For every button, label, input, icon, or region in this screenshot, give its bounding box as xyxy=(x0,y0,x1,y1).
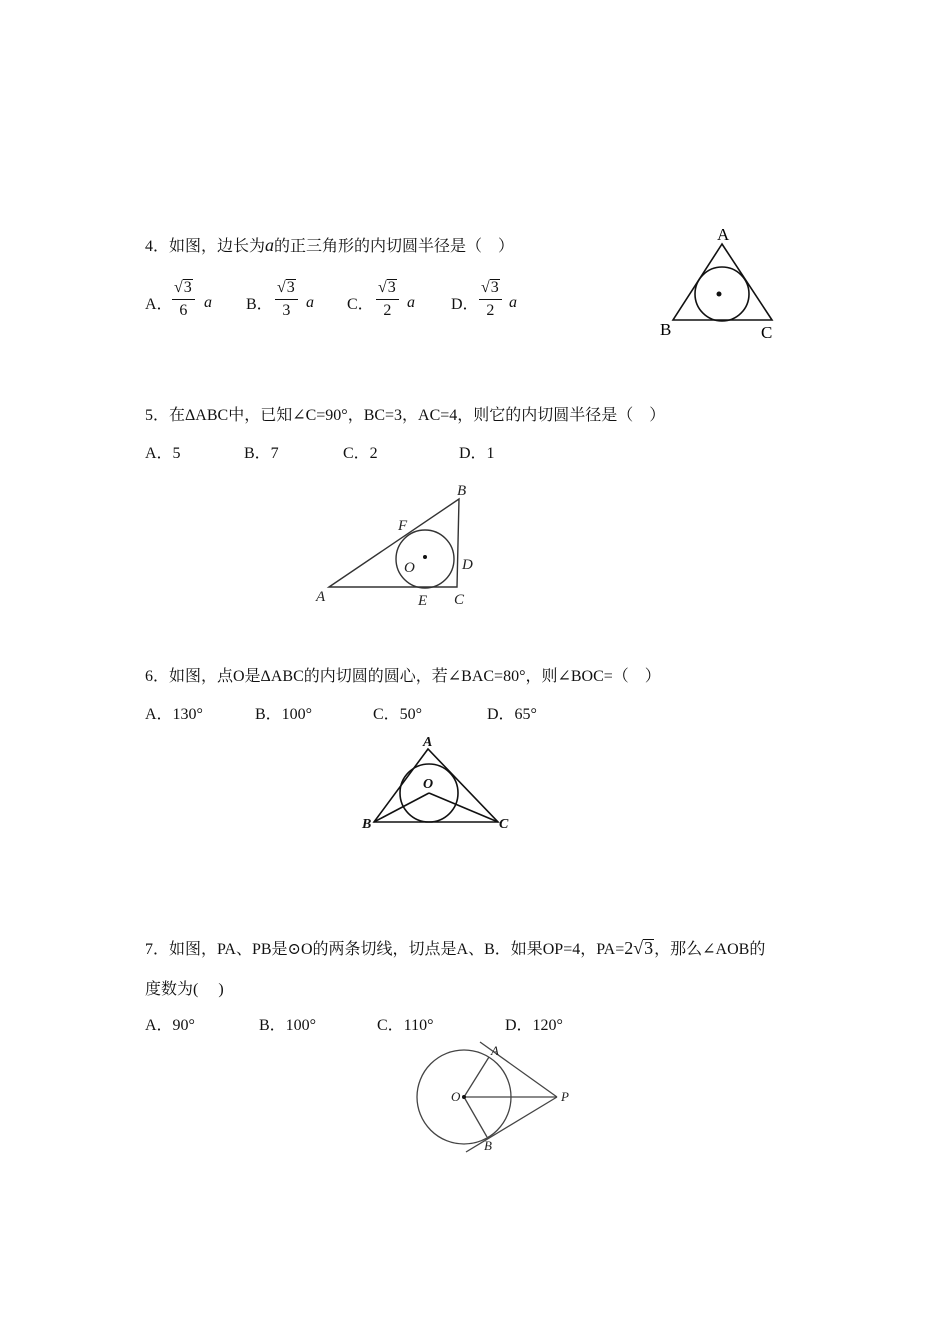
q7-center-dot xyxy=(462,1095,466,1099)
q5-option-b: B．7 xyxy=(244,445,279,462)
q4-option-b-label: B． xyxy=(246,296,273,313)
q7-segment-oa xyxy=(464,1057,489,1097)
q4-label-b: B xyxy=(660,320,672,339)
q5-option-a: A．5 xyxy=(145,445,181,462)
q4-option-b-den: 3 xyxy=(282,302,291,319)
q4-option-b-num: 3 xyxy=(286,279,295,296)
q7-label-p: P xyxy=(561,1089,569,1104)
q5-option-d: D．1 xyxy=(459,445,495,462)
q7-stem-part1: 7．如图，PA、PB是⊙O的两条切线，切点是A、B．如果OP=4，PA= xyxy=(145,941,625,958)
q7-stem-sqrt: √3 xyxy=(633,938,654,958)
q7-option-a: A．90° xyxy=(145,1017,195,1034)
q7-option-d: D．120° xyxy=(505,1017,563,1034)
q6-label-c: C xyxy=(499,817,509,832)
q4-option-b-fraction: $\frac{√3}{3}$ xyxy=(275,278,298,322)
q4-stem-var: a xyxy=(265,235,275,255)
q7-stem-coef: 2 xyxy=(624,938,634,958)
q4-option-a-den: 6 xyxy=(179,302,188,319)
q5-label-f: F xyxy=(398,518,408,534)
q4-option-a-var: a xyxy=(204,294,212,311)
q5-label-e: E xyxy=(418,593,428,609)
q7-stem-line2: 度数为( ) xyxy=(145,981,224,998)
q4-option-c-den: 2 xyxy=(383,302,392,319)
q4-option-c-num: 3 xyxy=(387,279,396,296)
q5-label-a: A xyxy=(316,589,326,605)
q5-label-d: D xyxy=(462,557,473,573)
q4-option-b-var: a xyxy=(306,294,314,311)
q7-option-c: C．110° xyxy=(377,1017,434,1034)
q7-option-b: B．100° xyxy=(259,1017,317,1034)
q5-label-c: C xyxy=(454,592,465,608)
q4-stem-part2: 的正三角形的内切圆半径是（ ） xyxy=(274,238,515,255)
q4-option-c-label: C． xyxy=(347,296,374,313)
q5-option-c: C．2 xyxy=(343,445,378,462)
q4-option-d-var: a xyxy=(509,294,517,311)
q4-option-d-fraction: $\frac{√3}{2}$ xyxy=(479,278,502,322)
q7-label-b: B xyxy=(484,1138,492,1153)
q4-option-a-label: A． xyxy=(145,296,173,313)
q5-label-b: B xyxy=(457,483,467,499)
q5-label-o: O xyxy=(404,560,415,576)
q6-option-d: D．65° xyxy=(487,706,537,723)
q7-stem-part2: ，那么∠AOB的 xyxy=(654,941,766,958)
q6-option-b: B．100° xyxy=(255,706,313,723)
q6-label-o: O xyxy=(423,777,434,792)
q4-option-a-fraction: $\frac{√3}{6}$ xyxy=(172,278,195,322)
q4-label-c: C xyxy=(761,323,773,342)
q4-option-d-label: D． xyxy=(451,296,479,313)
q4-label-a: A xyxy=(717,225,730,244)
q4-stem-part1: 4．如图，边长为 xyxy=(145,238,266,255)
q4-option-d-num: 3 xyxy=(490,279,499,296)
q6-label-b: B xyxy=(362,817,372,832)
q6-option-a: A．130° xyxy=(145,706,203,723)
q7-stem-rad: 3 xyxy=(644,938,654,958)
q4-option-c-var: a xyxy=(407,294,415,311)
q4-option-a-num: 3 xyxy=(183,279,192,296)
q5-stem: 5．在ΔABC中，已知∠C=90°，BC=3，AC=4，则它的内切圆半径是（ ） xyxy=(145,407,666,424)
q4-option-c-fraction: $\frac{√3}{2}$ xyxy=(376,278,399,322)
q6-label-a: A xyxy=(423,735,433,750)
q7-label-o: O xyxy=(451,1089,461,1104)
q4-option-d-den: 2 xyxy=(486,302,495,319)
q7-segment-ob xyxy=(464,1097,487,1137)
q6-stem: 6．如图，点O是ΔABC的内切圆的圆心，若∠BAC=80°，则∠BOC=（ ） xyxy=(145,668,661,685)
q6-option-c: C．50° xyxy=(373,706,423,723)
q7-label-a: A xyxy=(491,1043,499,1058)
